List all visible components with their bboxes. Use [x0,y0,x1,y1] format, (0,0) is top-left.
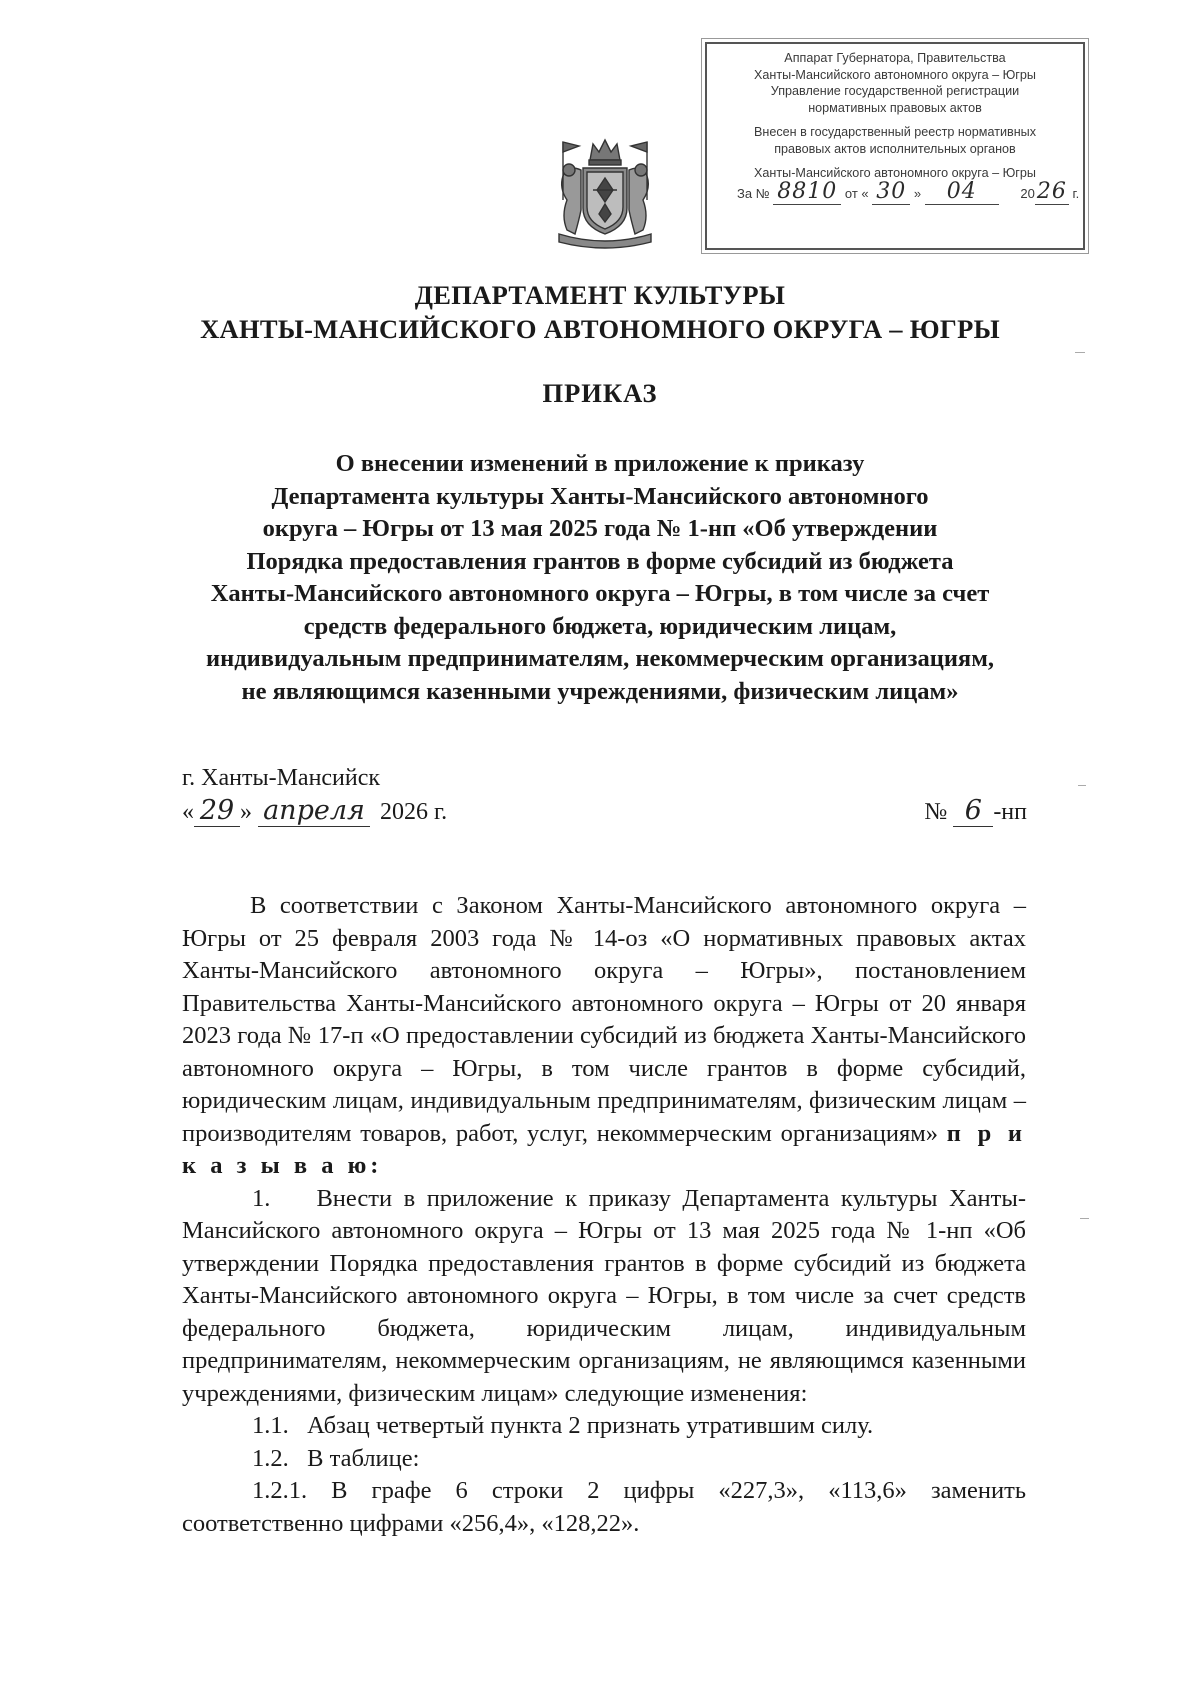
department-heading [0,278,1200,346]
stamp-reg-mid: » [913,185,922,201]
stamp-reg-year: 26 [1036,178,1067,204]
order-body [182,890,1026,1540]
stamp-issuer [713,50,1077,116]
department-name-line2: ХАНТЫ-МАНСИЙСКОГО АВТОНОМНОГО ОКРУГА – ЮГРЫ [200,314,1000,344]
subject-line: Департамента культуры Ханты-Мансийского автономного [271,482,929,510]
subject-line: средств федерального бюджета, юридическим лицам, [303,612,897,640]
stamp-line: Управление государственной регистрации [770,84,1020,98]
stamp-reg-year-prefix: 20 [1020,185,1035,201]
number-prefix: № [924,799,948,825]
stamp-reg-day: 30 [872,179,910,205]
registration-stamp [705,42,1085,250]
place-of-issue: г. Ханты-Мансийск [182,765,381,791]
date-close-quote: » [240,799,252,825]
coat-of-arms-icon [545,130,665,252]
scan-speck [1078,785,1086,786]
stamp-registration-line [713,178,1080,204]
clause-1: 1. Внести в приложение к приказу Департамента культуры Ханты-Мансийского автономного округа – Югры от 13 мая 2025 года № 1-нп «Об утверждении Порядка предоставления грантов в форме субсидий из бюджета Ханты-Мансийского автономного округа – Югры, в том числе за счет средств федерального бюджета, юридическим лицам, индивидуальным предпринимателям, некоммерческим организациям, не являющимся казенными учреждениями, физическим лицам» следующие изменения: [182,1184,1026,1407]
issue-date [182,795,447,827]
stamp-line: Ханты-Мансийского автономного округа – Югры [754,166,1036,180]
order-subject [0,448,1200,708]
date-day: 29 [194,795,240,827]
subject-line: не являющимся казенными учреждениями, физическим лицам» [241,677,959,705]
stamp-line: Внесен в государственный реестр нормативных [754,125,1036,139]
order-directive: п р и к а з ы в а ю: [182,1119,1027,1179]
stamp-reg-number: 8810 [773,179,841,205]
subject-line: Порядка предоставления грантов в форме субсидий из бюджета [246,547,954,575]
scan-speck [1080,1218,1089,1219]
stamp-line: нормативных правовых актов [808,100,982,115]
clause-1-1: 1.1. Абзац четвертый пункта 2 признать утратившим силу. [252,1412,874,1439]
stamp-registry [713,124,1077,157]
preamble-text: В соответствии с Законом Ханты-Мансийского автономного округа – Югры от 25 февраля 2003 года № 14-оз «О нормативных правовых актах Ханты-Мансийского автономного округа – Югры», постановлением Правительства Ханты-Мансийского автономного округа – Югры от 20 января 2023 года № 17-п «О предоставлении субсидий из бюджета Ханты-Мансийского автономного округа – Югры, в том числе грантов в форме субсидий, юридическим лицам, индивидуальным предпринимателям, физическим лицам – производителям товаров, работ, услуг, некоммерческим организациям» [182,892,1026,1147]
number-value: 6 [953,795,993,827]
subject-line: О внесении изменений в приложение к приказу [335,450,865,477]
date-month: апреля [258,795,370,827]
number-suffix: -нп [993,799,1027,825]
stamp-line: Аппарат Губернатора, Правительства [784,51,1006,65]
stamp-reg-month: 04 [925,179,999,205]
subject-line: округа – Югры от 13 мая 2025 года № 1-нп «Об утверждении [262,515,938,542]
date-open-quote: « [182,799,194,825]
clause-1-2-1: 1.2.1. В графе 6 строки 2 цифры «227,3», «113,6» заменить соответственно цифрами «256,4», «128,22». [182,1477,1026,1537]
stamp-reg-prefix: За № [737,185,770,201]
document-type-title: ПРИКАЗ [542,378,658,408]
stamp-reg-from: от « [844,185,869,201]
clause-1-2: 1.2. В таблице: [252,1444,420,1472]
date-year: 2026 г. [380,799,448,825]
subject-line: Ханты-Мансийского автономного округа – Югры, в том числе за счет [210,580,990,607]
department-name-line1: ДЕПАРТАМЕНТ КУЛЬТУРЫ [414,280,786,310]
stamp-line: правовых актов исполнительных органов [774,141,1016,156]
preamble-paragraph [182,890,1026,1183]
stamp-reg-end: г. [1072,185,1080,201]
order-number [924,795,1027,827]
stamp-line: Ханты-Мансийского автономного округа – Югры [754,67,1036,82]
scan-speck [1075,352,1085,353]
subject-line: индивидуальным предпринимателям, некоммерческим организациям, [205,645,995,672]
